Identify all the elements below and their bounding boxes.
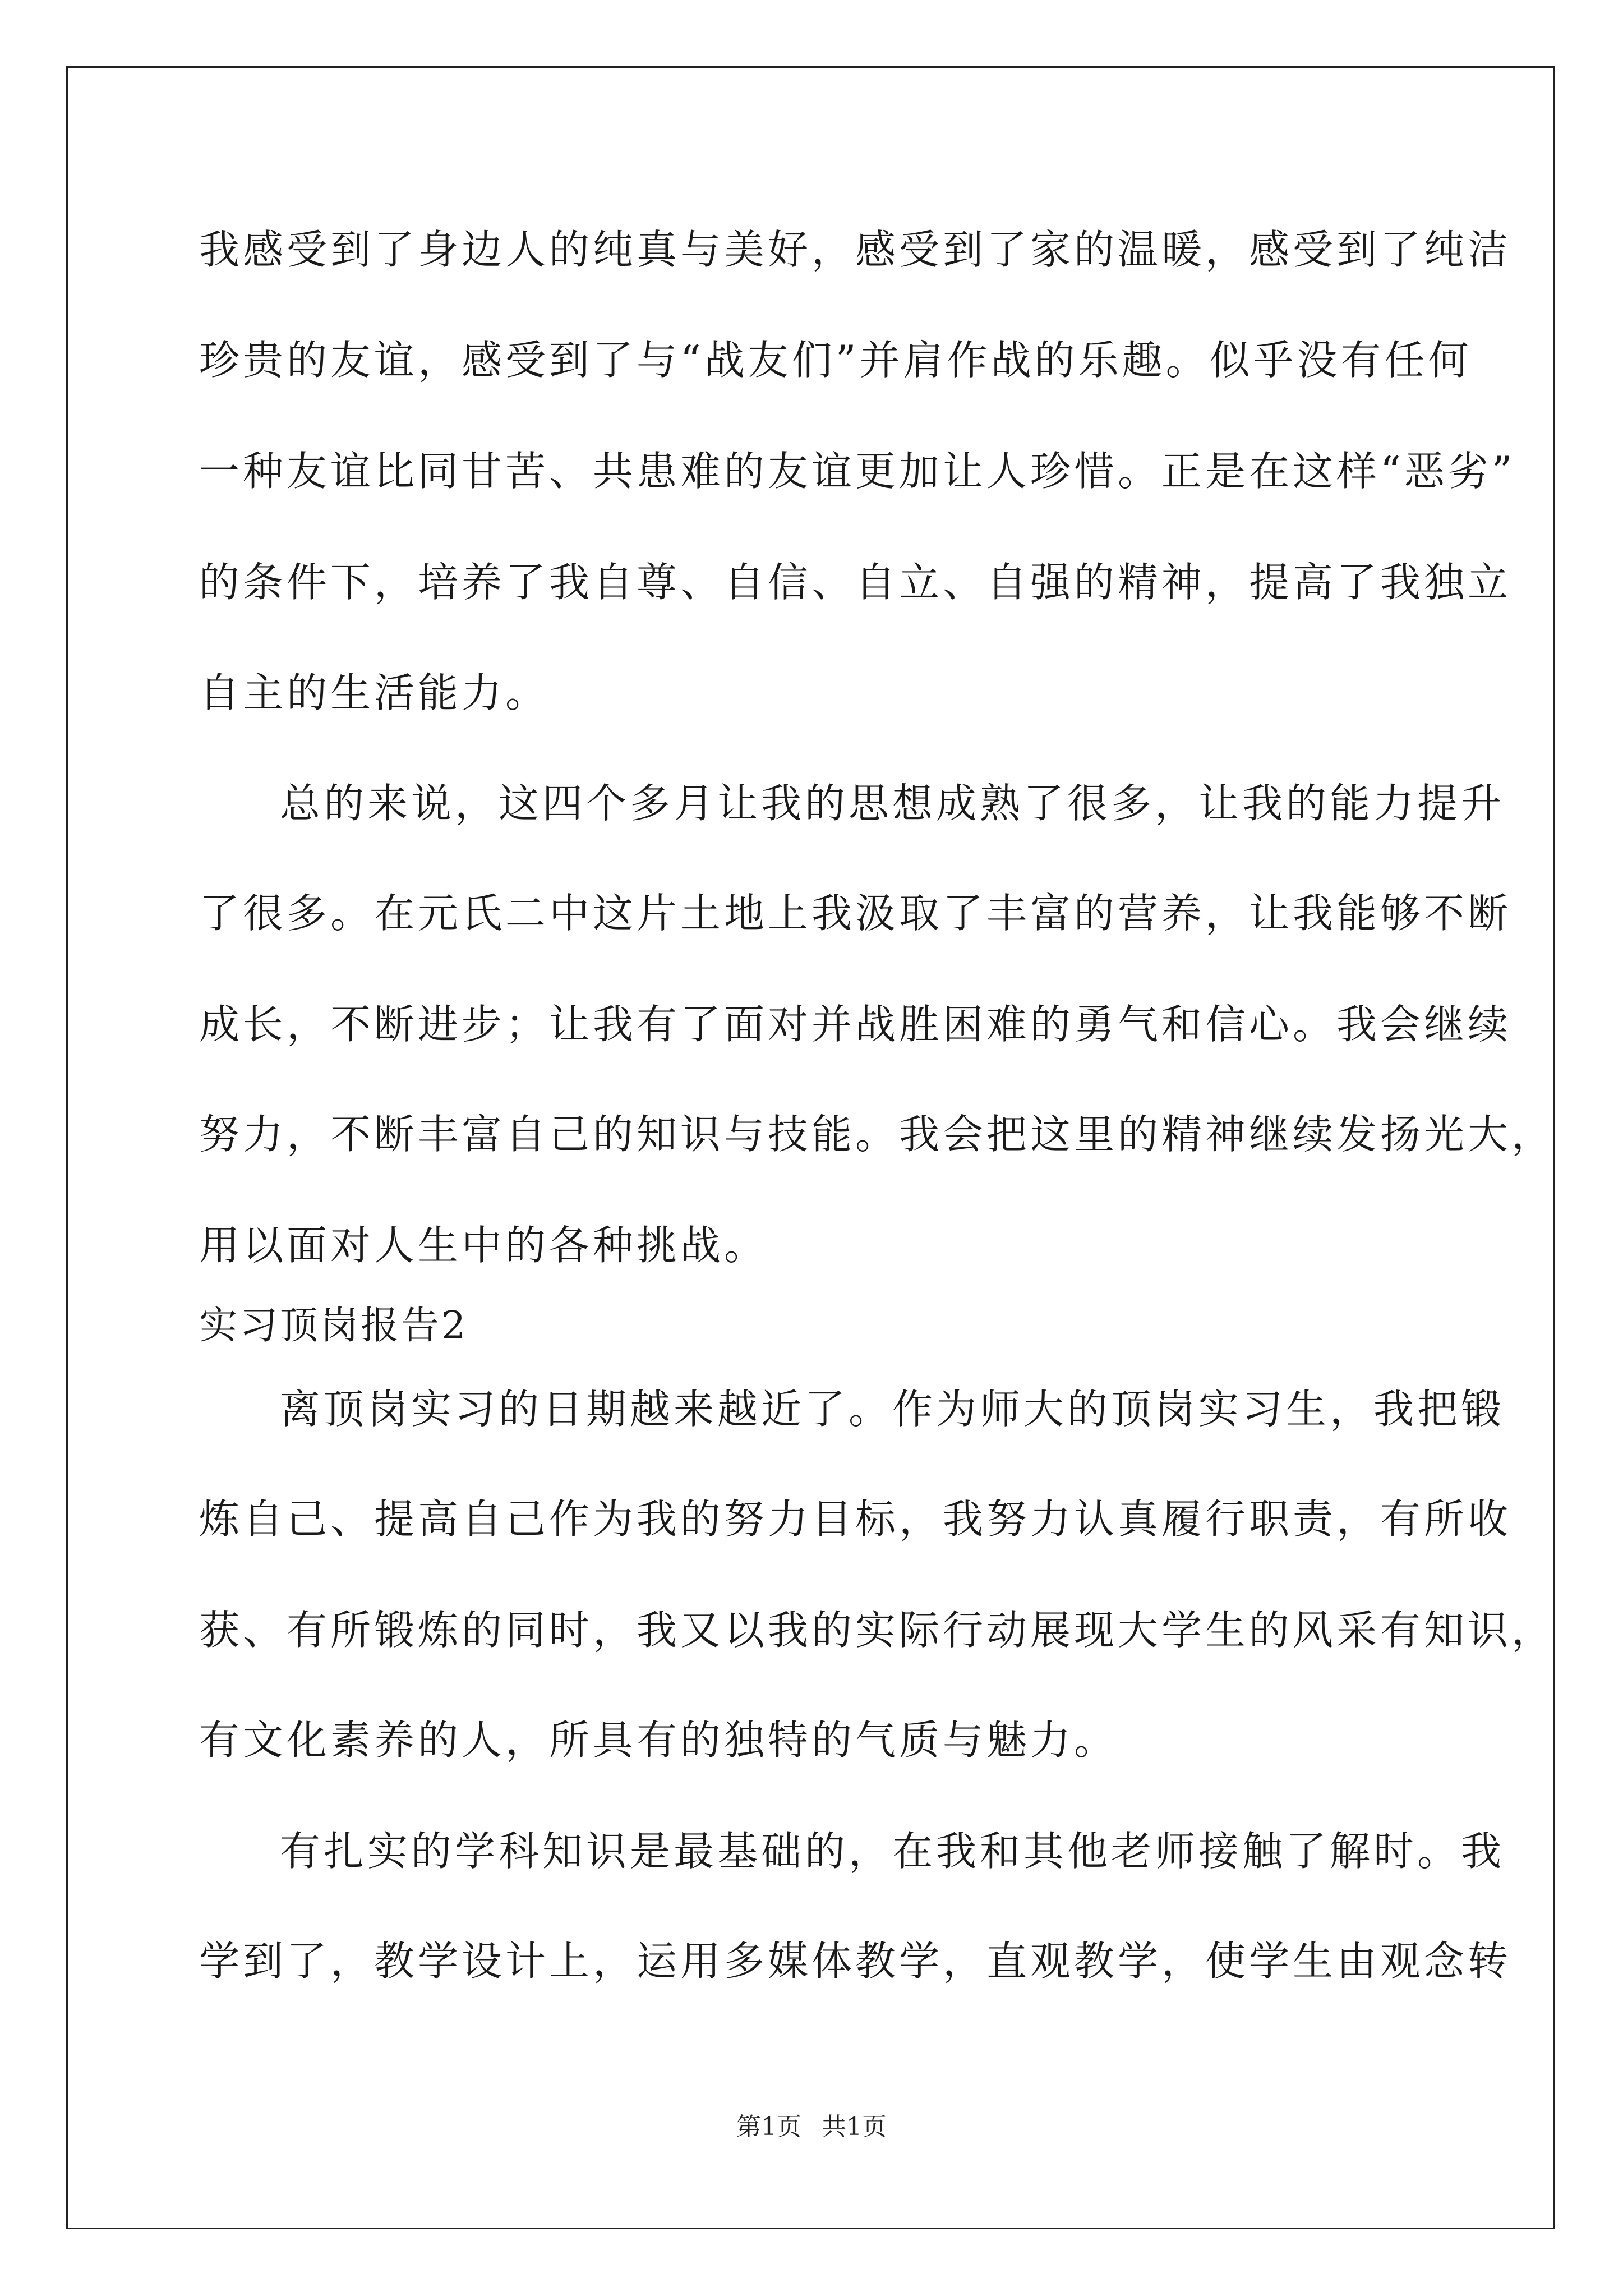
text-line: 努力，不断丰富自己的知识与技能。我会把这里的精神继续发扬光大， bbox=[199, 1111, 1556, 1158]
section-heading: 实习顶岗报告2 bbox=[199, 1304, 468, 1348]
text-line: 获、有所锻炼的同时，我又以我的实际行动展现大学生的风采有知识， bbox=[199, 1607, 1556, 1654]
text-line: 总的来说，这四个多月让我的思想成熟了很多，让我的能力提升 bbox=[280, 780, 1505, 827]
text-line: 自主的生活能力。 bbox=[199, 669, 550, 716]
text-line: 学到了，教学设计上，运用多媒体教学，直观教学，使学生由观念转 bbox=[199, 1938, 1512, 1985]
text-line: 一种友谊比同甘苦、共患难的友谊更加让人珍惜。正是在这样“恶劣” bbox=[199, 448, 1516, 495]
text-line: 炼自己、提高自己作为我的努力目标，我努力认真履行职责，有所收 bbox=[199, 1496, 1512, 1543]
text-line: 我感受到了身边人的纯真与美好，感受到了家的温暖，感受到了纯洁 bbox=[199, 226, 1512, 273]
text-line: 的条件下，培养了我自尊、自信、自立、自强的精神，提高了我独立 bbox=[199, 559, 1512, 606]
page-number: 第1页 bbox=[736, 2113, 801, 2141]
text-line: 珍贵的友谊，感受到了与“战友们”并肩作战的乐趣。似乎没有任何 bbox=[199, 337, 1472, 384]
text-line: 用以面对人生中的各种挑战。 bbox=[199, 1222, 768, 1269]
text-line: 成长，不断进步；让我有了面对并战胜困难的勇气和信心。我会继续 bbox=[199, 1001, 1512, 1048]
text-line: 有扎实的学科知识是最基础的，在我和其他老师接触了解时。我 bbox=[280, 1828, 1505, 1875]
page-total: 共1页 bbox=[822, 2113, 887, 2141]
page-footer bbox=[0, 2110, 1623, 2144]
text-line: 了很多。在元氏二中这片土地上我汲取了丰富的营养，让我能够不断 bbox=[199, 890, 1512, 937]
text-line: 离顶岗实习的日期越来越近了。作为师大的顶岗实习生，我把锻 bbox=[280, 1386, 1505, 1433]
text-line: 有文化素养的人，所具有的独特的气质与魅力。 bbox=[199, 1717, 1118, 1764]
